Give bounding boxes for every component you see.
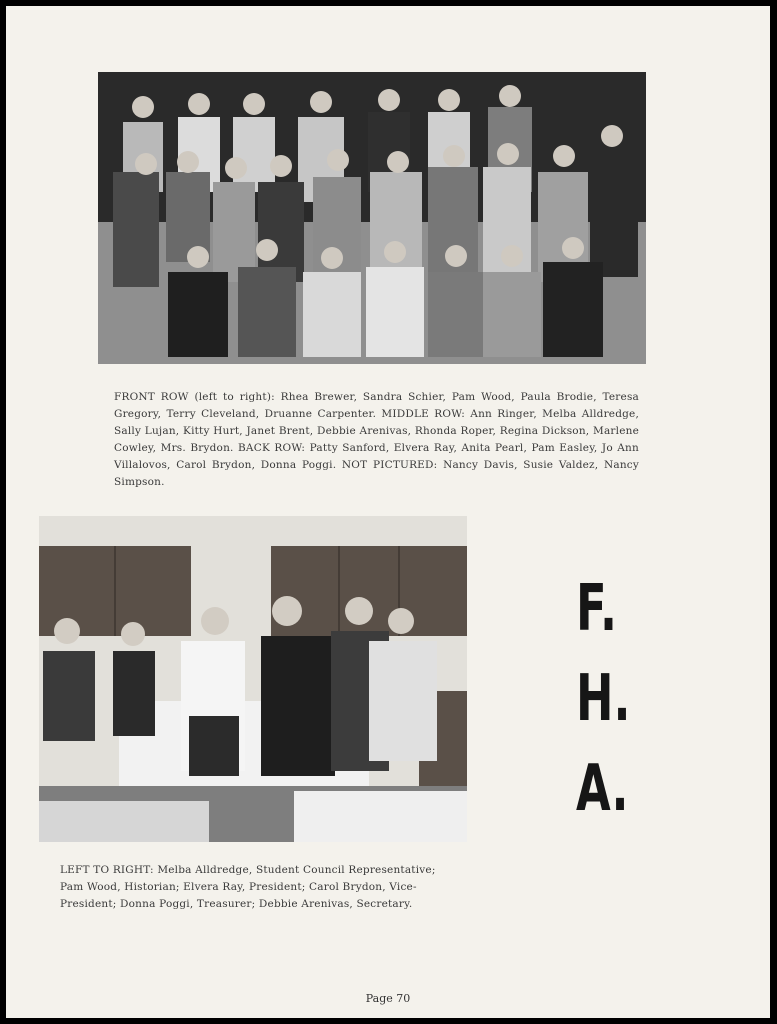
officers-photo-image	[39, 516, 467, 842]
group-photo-caption: FRONT ROW (left to right): Rhea Brewer, Sandra Schier, Pam Wood, Paula Brodie, Teresa Gregory, Terry Cleveland, Druanne Carpenter. MIDDLE ROW: Ann Ringer, Melba Alldredge, Sally Lujan, Kitty Hurt, Janet Brent, Debbie Arenivas, Rhonda Roper, Regina Dickson, Marlene Cowley, Mrs. Brydon. BACK ROW: Patty Sanford, Elvera Ray, Anita Pearl, Pam Easley, Jo Ann Villalovos, Carol Brydon, Donna Poggi. NOT PICTURED: Nancy Davis, Susie Valdez, Nancy Simpson.	[114, 391, 639, 488]
fha-heading-h: H.	[576, 662, 631, 736]
group-photo	[98, 72, 646, 364]
page-number: Page 70	[365, 992, 411, 1005]
fha-heading-a: A.	[576, 752, 629, 826]
officers-photo	[39, 516, 467, 842]
officers-photo-caption: LEFT TO RIGHT: Melba Alldredge, Student Council Representative; Pam Wood, Historian; Elvera Ray, President; Carol Brydon, Vice-President; Donna Poggi, Treasurer; Debbie Arenivas, Secretary.	[60, 864, 436, 910]
yearbook-page	[6, 6, 770, 1018]
group-photo-image	[98, 72, 646, 364]
fha-heading	[576, 564, 631, 834]
fha-heading-f: F.	[576, 572, 618, 646]
